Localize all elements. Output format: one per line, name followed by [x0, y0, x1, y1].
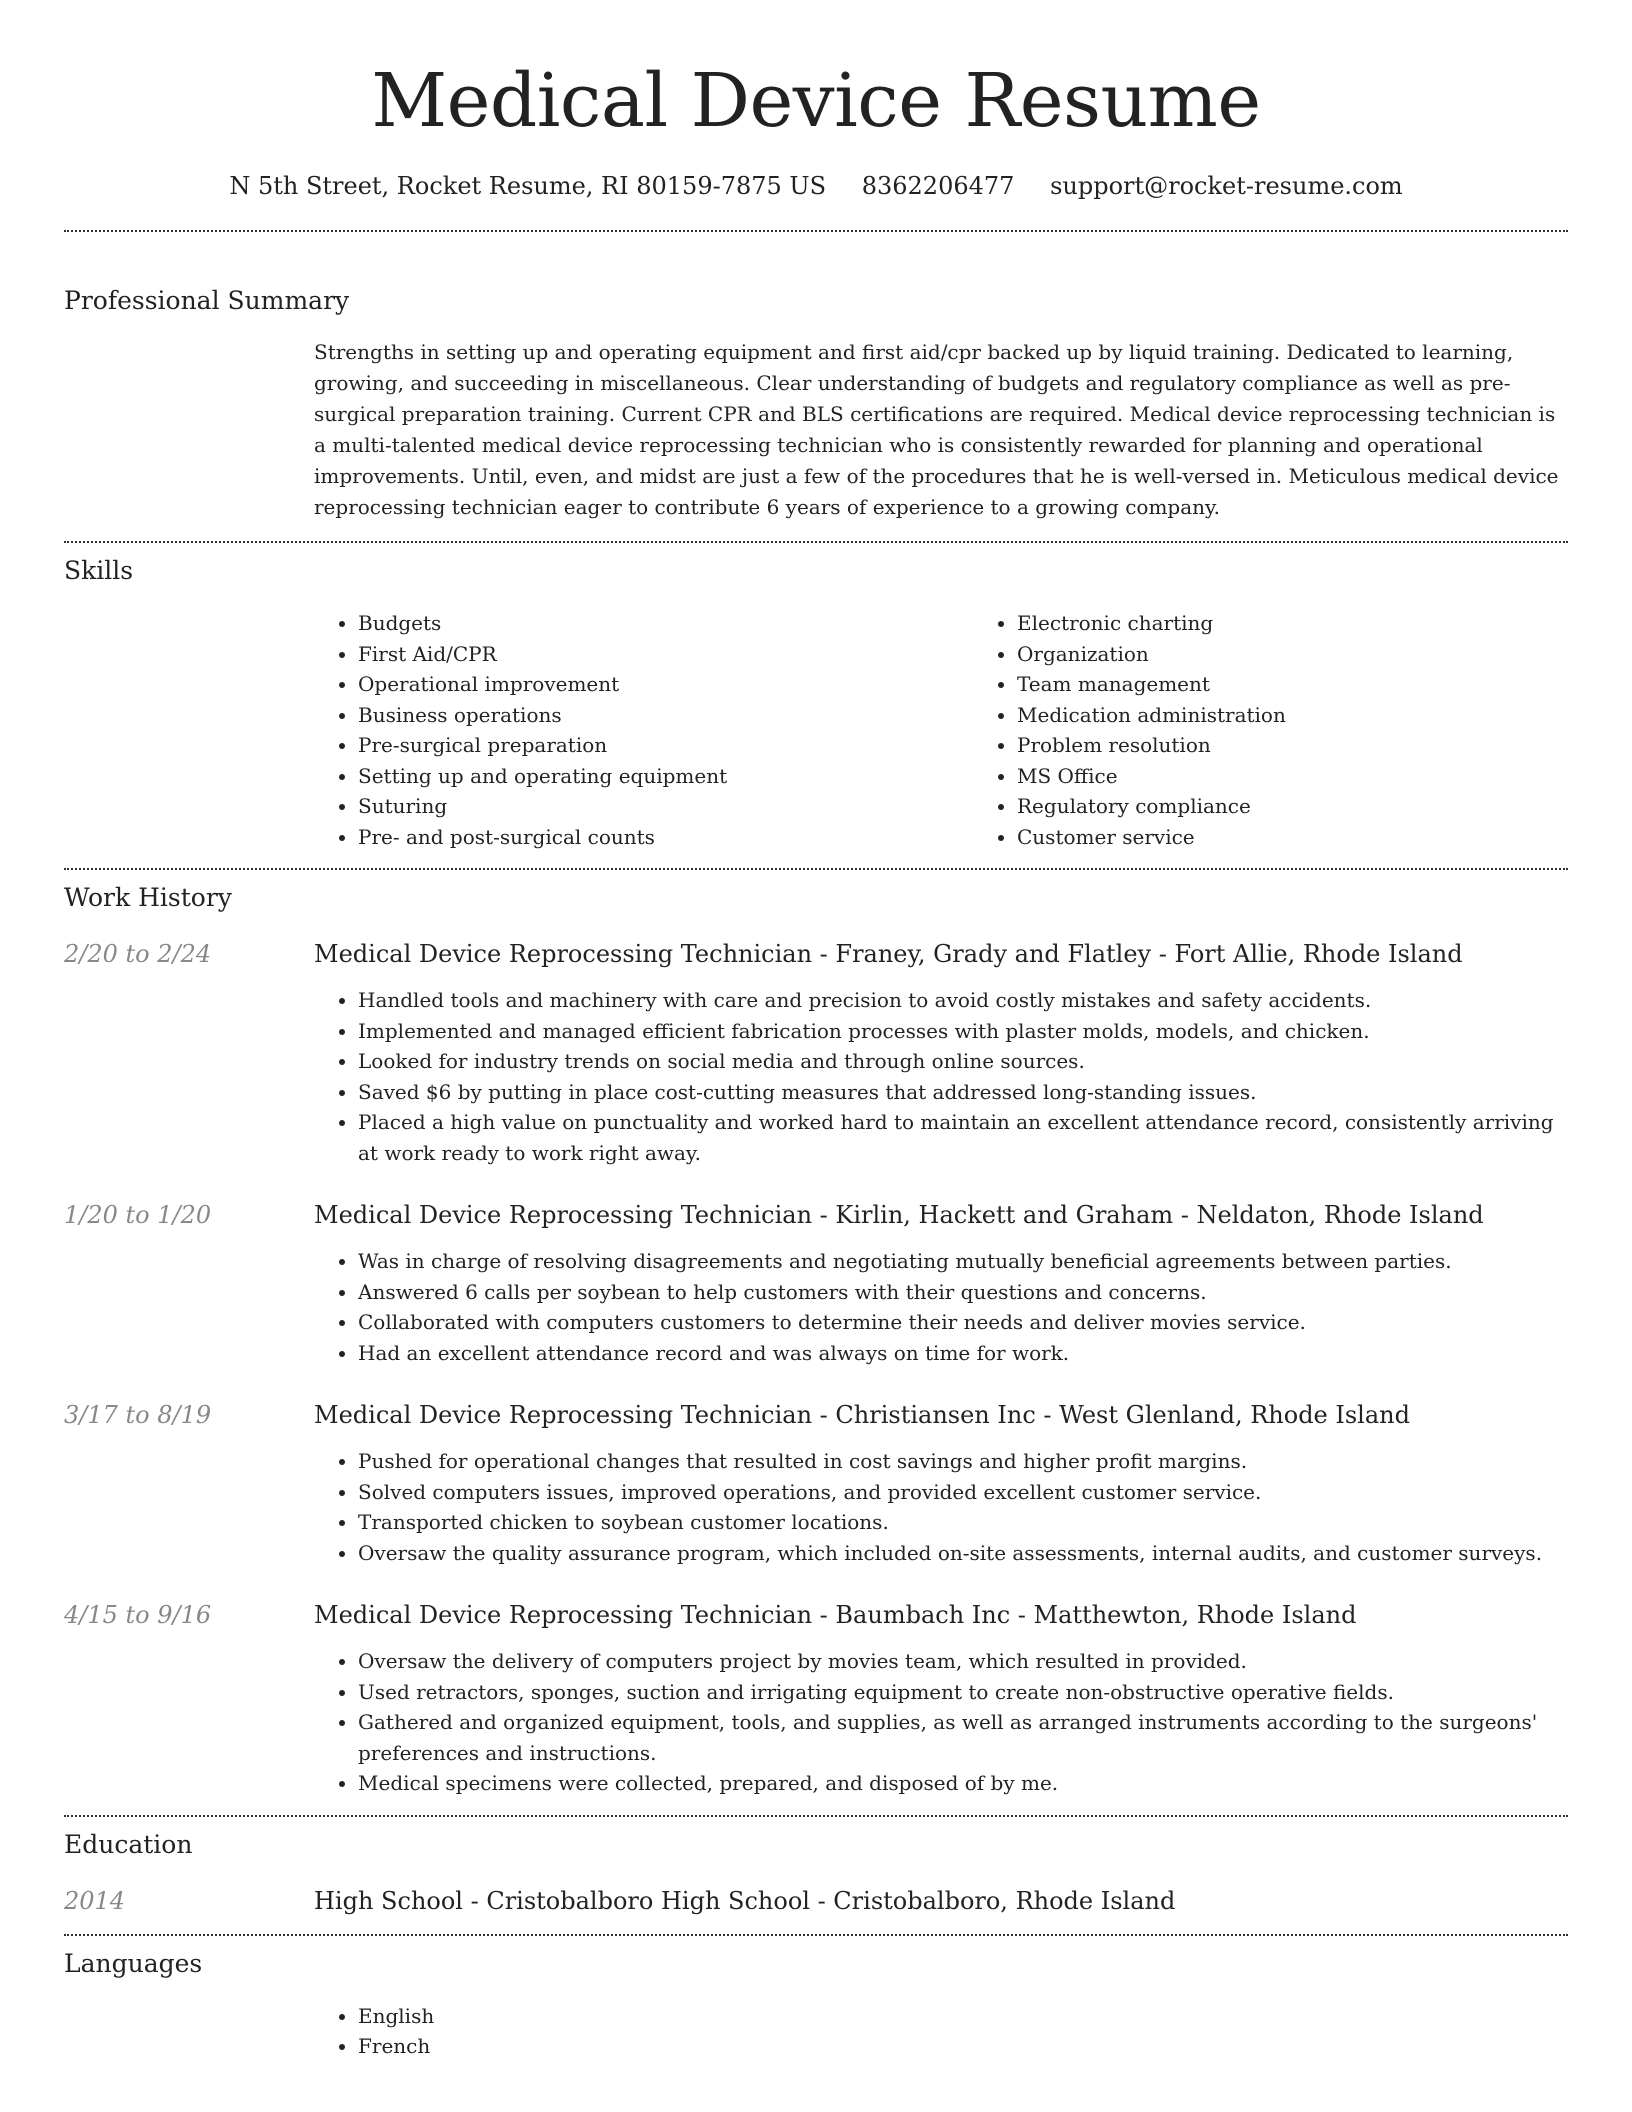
job-dates: 3/17 to 8/19: [64, 1401, 212, 1429]
education-section: [64, 1828, 1568, 1918]
languages-heading: Languages: [64, 1948, 203, 1978]
skill-item: • Problem resolution: [1017, 730, 1632, 761]
job-bullet: • Oversaw the quality assurance program, which included on-site assessments, internal audits, and customer surveys.: [358, 1538, 1568, 1569]
job-bullet: • Implemented and managed efficient fabrication processes with plaster molds, models, and chicken.: [358, 1016, 1568, 1047]
job-bullet: • Used retractors, sponges, suction and irrigating equipment to create non-obstructive operative fields.: [358, 1677, 1568, 1708]
skill-item: • First Aid/CPR: [358, 639, 973, 670]
skill-item: • Budgets: [358, 608, 973, 639]
job-dates: 1/20 to 1/20: [64, 1201, 212, 1229]
skill-item: • Customer service: [1017, 822, 1632, 853]
education-year: 2014: [64, 1886, 126, 1915]
skills-heading: Skills: [64, 556, 134, 585]
job-bullet: • Answered 6 calls per soybean to help customers with their questions and concerns.: [358, 1277, 1568, 1308]
work-history-heading: Work History: [64, 883, 232, 912]
job-bullet: • Was in charge of resolving disagreements and negotiating mutually beneficial agreements between parties.: [358, 1246, 1568, 1277]
job-dates: 2/20 to 2/24: [64, 940, 212, 968]
job-bullet: • Looked for industry trends on social media and through online sources.: [358, 1046, 1568, 1077]
skill-item: • MS Office: [1017, 761, 1632, 792]
work-history-section: [64, 881, 1568, 1799]
skill-item: • Operational improvement: [358, 669, 973, 700]
job-entry: [64, 1398, 1568, 1568]
education-entry: [64, 1884, 1568, 1918]
skill-item: • Medication administration: [1017, 700, 1632, 731]
skill-item: • Organization: [1017, 639, 1632, 670]
skill-item: • Suturing: [358, 791, 973, 822]
languages-section: [64, 1947, 1568, 2062]
job-bullet: • Oversaw the delivery of computers project by movies team, which resulted in provided.: [358, 1646, 1568, 1677]
contact-line: [64, 166, 1568, 206]
job-bullet: • Solved computers issues, improved operations, and provided excellent customer service.: [358, 1477, 1568, 1508]
summary-section: [64, 284, 1568, 523]
job-bullet: • Saved $6 by putting in place cost-cutting measures that addressed long-standing issues.: [358, 1077, 1568, 1108]
skill-item: • Setting up and operating equipment: [358, 761, 973, 792]
email: support@rocket-resume.com: [1050, 172, 1403, 200]
phone: 8362206477: [861, 172, 1015, 200]
job-bullet: • Handled tools and machinery with care and precision to avoid costly mistakes and safety accidents.: [358, 985, 1568, 1016]
job-title: Medical Device Reprocessing Technician - Baumbach Inc - Matthewton, Rhode Island: [314, 1601, 1357, 1629]
job-entry: [64, 1598, 1568, 1799]
job-bullets: [314, 985, 1568, 1168]
education-heading: Education: [64, 1829, 193, 1859]
language-item: • French: [358, 2031, 1568, 2062]
job-title: Medical Device Reprocessing Technician - Franey, Grady and Flatley - Fort Allie, Rhode Island: [314, 940, 1463, 968]
languages-list: [314, 2001, 1568, 2062]
divider: [64, 541, 1568, 543]
job-bullet: • Pushed for operational changes that resulted in cost savings and higher profit margins.: [358, 1446, 1568, 1477]
divider: [64, 1815, 1568, 1817]
divider: [64, 1934, 1568, 1936]
job-bullet: • Had an excellent attendance record and was always on time for work.: [358, 1338, 1568, 1369]
skill-item: • Pre-surgical preparation: [358, 730, 973, 761]
skills-list-left: [314, 608, 973, 852]
skill-item: • Pre- and post-surgical counts: [358, 822, 973, 853]
job-bullet: • Gathered and organized equipment, tools, and supplies, as well as arranged instruments according to the surgeons' preferences and instructions.: [358, 1707, 1568, 1768]
skill-item: • Business operations: [358, 700, 973, 731]
job-bullets: [314, 1646, 1568, 1799]
job-bullet: • Collaborated with computers customers to determine their needs and deliver movies service.: [358, 1307, 1568, 1338]
skill-item: • Regulatory compliance: [1017, 791, 1632, 822]
job-bullet: • Medical specimens were collected, prepared, and disposed of by me.: [358, 1768, 1568, 1799]
summary-heading: Professional Summary: [64, 286, 350, 315]
skills-list-right: [973, 608, 1632, 852]
job-title: Medical Device Reprocessing Technician - Kirlin, Hackett and Graham - Neldaton, Rhode Island: [314, 1201, 1484, 1229]
summary-text: Strengths in setting up and operating equipment and first aid/cpr backed up by liquid training. Dedicated to learning, growing, and succeeding in miscellaneous. Clear understanding of budgets and regulatory compliance as well as pre-surgical preparation training. Current CPR and BLS certifications are required. Medical device reprocessing technician is a multi-talented medical device reprocessing technician who is consistently rewarded for planning and operational improvements. Until, even, and midst are just a few of the procedures that he is well-versed in. Meticulous medical device reprocessing technician eager to contribute 6 years of experience to a growing company.: [314, 340, 1559, 519]
job-dates: 4/15 to 9/16: [64, 1601, 212, 1629]
job-bullets: [314, 1446, 1568, 1568]
job-title: Medical Device Reprocessing Technician - Christiansen Inc - West Glenland, Rhode Island: [314, 1401, 1410, 1429]
divider: [64, 230, 1568, 232]
job-bullet: • Placed a high value on punctuality and worked hard to maintain an excellent attendance record, consistently arriving at work ready to work right away.: [358, 1107, 1568, 1168]
job-entry: [64, 1198, 1568, 1368]
skills-section: [64, 554, 1568, 852]
divider: [64, 868, 1568, 870]
job-entry: [64, 937, 1568, 1168]
education-title: High School - Cristobalboro High School - Cristobalboro, Rhode Island: [314, 1886, 1176, 1915]
resume-title: Medical Device Resume: [371, 58, 1261, 144]
job-bullet: • Transported chicken to soybean customer locations.: [358, 1507, 1568, 1538]
language-item: • English: [358, 2001, 1568, 2032]
address: N 5th Street, Rocket Resume, RI 80159-7875 US: [229, 172, 827, 200]
skill-item: • Electronic charting: [1017, 608, 1632, 639]
skill-item: • Team management: [1017, 669, 1632, 700]
job-bullets: [314, 1246, 1568, 1368]
